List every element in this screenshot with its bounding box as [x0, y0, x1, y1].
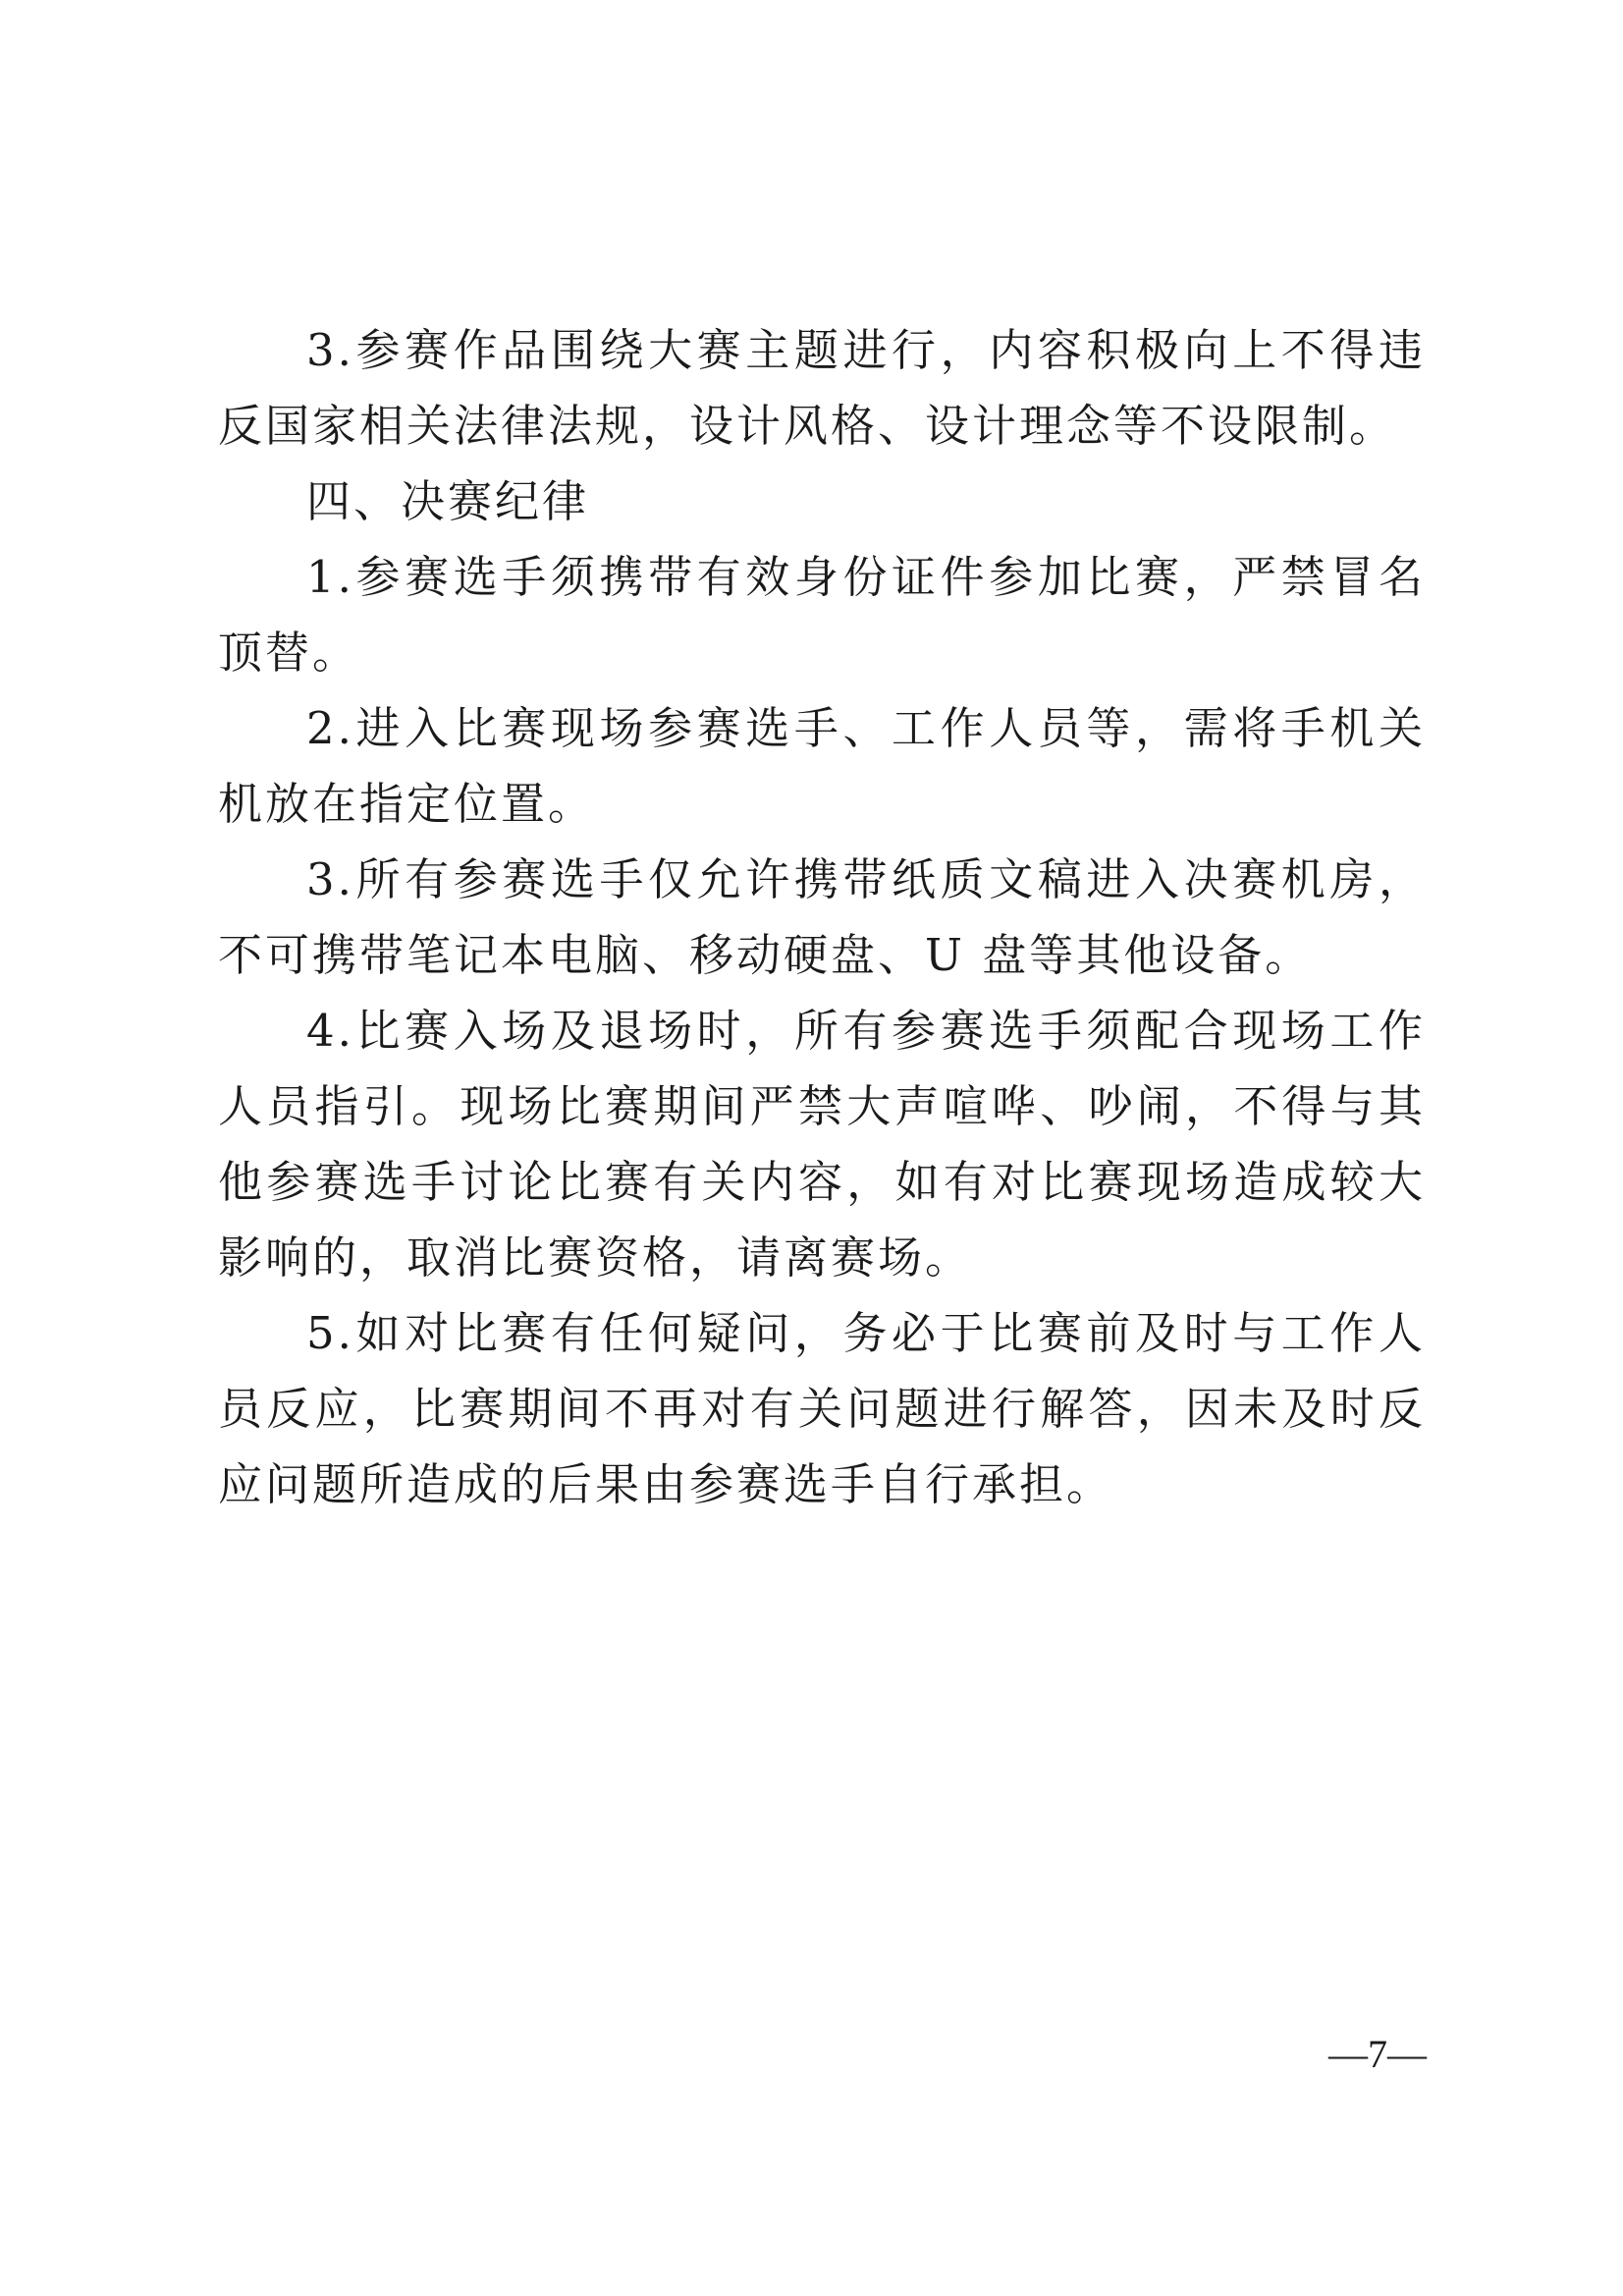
paragraph-entry-criteria-3: 3.参赛作品围绕大赛主题进行，内容积极向上不得违反国家相关法律法规，设计风格、设计理念等不设限制。 — [218, 324, 1426, 452]
section-heading-final-discipline: 四、决赛纪律 — [306, 475, 590, 527]
paragraph-discipline-3: 3.所有参赛选手仅允许携带纸质文稿进入决赛机房，不可携带笔记本电脑、移动硬盘、U 盘等其他设备。 — [218, 853, 1426, 981]
paragraph-discipline-4: 4.比赛入场及退场时，所有参赛选手须配合现场工作人员指引。现场比赛期间严禁大声喧哗、吵闹，不得与其他参赛选手讨论比赛有关内容，如有对比赛现场造成较大影响的，取消比赛资格，请离赛场。 — [218, 1005, 1426, 1284]
paragraph-discipline-5: 5.如对比赛有任何疑问，务必于比赛前及时与工作人员反应，比赛期间不再对有关问题进行解答，因未及时反应问题所造成的后果由参赛选手自行承担。 — [218, 1307, 1426, 1510]
document-body — [218, 312, 1426, 1522]
page-number: —7— — [1328, 2032, 1427, 2076]
paragraph-discipline-2: 2.进入比赛现场参赛选手、工作人员等，需将手机关机放在指定位置。 — [218, 702, 1426, 830]
paragraph-discipline-1: 1.参赛选手须携带有效身份证件参加比赛，严禁冒名顶替。 — [218, 551, 1426, 679]
